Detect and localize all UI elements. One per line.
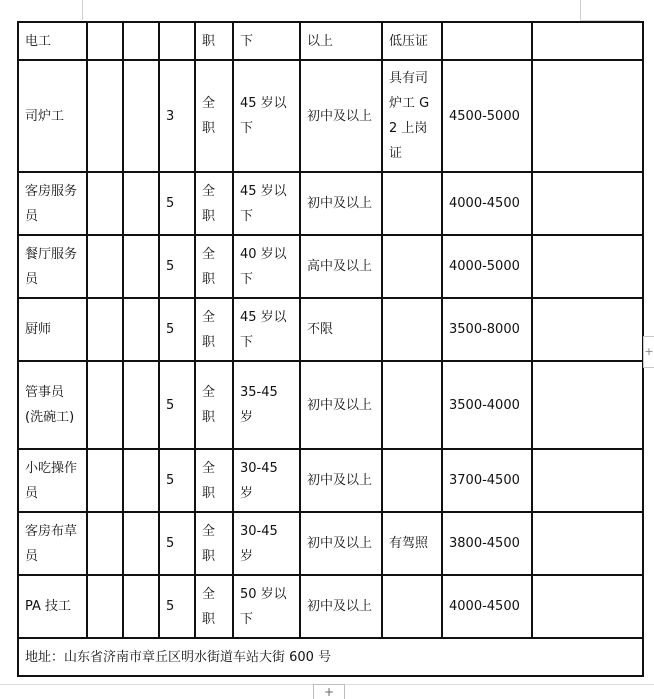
education-cell: 初中及以上 bbox=[300, 512, 382, 575]
table-row bbox=[18, 512, 643, 575]
age-cell: 35-45 岁 bbox=[233, 361, 300, 449]
table-row bbox=[18, 60, 643, 172]
blank-cell bbox=[532, 361, 643, 449]
salary-cell: 3700-4500 bbox=[442, 449, 532, 512]
age-cell: 45 岁以下 bbox=[233, 172, 300, 235]
position-cell: 电工 bbox=[18, 22, 87, 60]
table-row bbox=[18, 22, 643, 60]
employment-type-cell: 全职 bbox=[195, 172, 233, 235]
requirement-cell bbox=[382, 235, 442, 298]
blank-cell bbox=[87, 512, 123, 575]
education-cell: 高中及以上 bbox=[300, 235, 382, 298]
education-cell: 以上 bbox=[300, 22, 382, 60]
count-cell: 3 bbox=[159, 60, 195, 172]
education-cell: 初中及以上 bbox=[300, 172, 382, 235]
blank-cell bbox=[87, 60, 123, 172]
salary-cell: 4500-5000 bbox=[442, 60, 532, 172]
requirement-cell bbox=[382, 172, 442, 235]
address-row bbox=[18, 638, 643, 676]
blank-cell bbox=[123, 235, 159, 298]
position-cell: PA 技工 bbox=[18, 575, 87, 638]
position-cell: 管事员(洗碗工) bbox=[18, 361, 87, 449]
requirement-cell bbox=[382, 298, 442, 361]
position-cell: 客房服务员 bbox=[18, 172, 87, 235]
count-cell: 5 bbox=[159, 512, 195, 575]
table-row bbox=[18, 575, 643, 638]
blank-cell bbox=[123, 22, 159, 60]
blank-cell bbox=[123, 60, 159, 172]
blank-cell bbox=[87, 449, 123, 512]
salary-cell: 4000-4500 bbox=[442, 575, 532, 638]
position-cell: 客房布草员 bbox=[18, 512, 87, 575]
position-cell: 小吃操作员 bbox=[18, 449, 87, 512]
blank-cell bbox=[87, 298, 123, 361]
blank-cell bbox=[87, 172, 123, 235]
blank-cell bbox=[532, 298, 643, 361]
table-row bbox=[18, 449, 643, 512]
requirement-cell bbox=[382, 361, 442, 449]
count-cell: 5 bbox=[159, 172, 195, 235]
blank-cell bbox=[532, 512, 643, 575]
employment-type-cell: 职 bbox=[195, 22, 233, 60]
blank-cell bbox=[87, 235, 123, 298]
blank-cell bbox=[123, 512, 159, 575]
age-cell: 50 岁以下 bbox=[233, 575, 300, 638]
blank-cell bbox=[87, 22, 123, 60]
table-row bbox=[18, 298, 643, 361]
employment-type-cell: 全职 bbox=[195, 361, 233, 449]
page-edge-marker bbox=[82, 0, 83, 20]
blank-cell bbox=[87, 575, 123, 638]
requirement-cell: 低压证 bbox=[382, 22, 442, 60]
age-cell: 45 岁以下 bbox=[233, 60, 300, 172]
blank-cell bbox=[123, 298, 159, 361]
blank-cell bbox=[123, 361, 159, 449]
salary-cell: 3500-8000 bbox=[442, 298, 532, 361]
count-cell: 5 bbox=[159, 449, 195, 512]
blank-cell bbox=[123, 575, 159, 638]
blank-cell bbox=[123, 449, 159, 512]
position-cell: 餐厅服务员 bbox=[18, 235, 87, 298]
count-cell: 5 bbox=[159, 575, 195, 638]
employment-type-cell: 全职 bbox=[195, 60, 233, 172]
blank-cell bbox=[123, 172, 159, 235]
requirement-cell bbox=[382, 575, 442, 638]
salary-cell bbox=[442, 22, 532, 60]
count-cell: 5 bbox=[159, 235, 195, 298]
blank-cell bbox=[532, 235, 643, 298]
count-cell: 5 bbox=[159, 298, 195, 361]
requirement-cell bbox=[382, 449, 442, 512]
employment-type-cell: 全职 bbox=[195, 512, 233, 575]
position-cell: 司炉工 bbox=[18, 60, 87, 172]
blank-cell bbox=[532, 575, 643, 638]
blank-cell bbox=[87, 361, 123, 449]
position-cell: 厨师 bbox=[18, 298, 87, 361]
age-cell: 30-45 岁 bbox=[233, 512, 300, 575]
education-cell: 初中及以上 bbox=[300, 60, 382, 172]
age-cell: 40 岁以下 bbox=[233, 235, 300, 298]
count-cell bbox=[159, 22, 195, 60]
salary-cell: 4000-5000 bbox=[442, 235, 532, 298]
recruitment-table bbox=[17, 21, 644, 677]
education-cell: 初中及以上 bbox=[300, 361, 382, 449]
education-cell: 不限 bbox=[300, 298, 382, 361]
table-row bbox=[18, 361, 643, 449]
table-row bbox=[18, 235, 643, 298]
blank-cell bbox=[532, 60, 643, 172]
employment-type-cell: 全职 bbox=[195, 298, 233, 361]
age-cell: 下 bbox=[233, 22, 300, 60]
age-cell: 30-45 岁 bbox=[233, 449, 300, 512]
blank-cell bbox=[532, 449, 643, 512]
count-cell: 5 bbox=[159, 361, 195, 449]
blank-cell bbox=[532, 22, 643, 60]
salary-cell: 3800-4500 bbox=[442, 512, 532, 575]
education-cell: 初中及以上 bbox=[300, 575, 382, 638]
employment-type-cell: 全职 bbox=[195, 449, 233, 512]
salary-cell: 3500-4000 bbox=[442, 361, 532, 449]
employment-type-cell: 全职 bbox=[195, 235, 233, 298]
add-row-button[interactable]: + bbox=[313, 684, 345, 699]
page-edge-marker bbox=[580, 0, 581, 20]
age-cell: 45 岁以下 bbox=[233, 298, 300, 361]
requirement-cell: 有驾照 bbox=[382, 512, 442, 575]
requirement-cell: 具有司炉工 G2 上岗证 bbox=[382, 60, 442, 172]
salary-cell: 4000-4500 bbox=[442, 172, 532, 235]
education-cell: 初中及以上 bbox=[300, 449, 382, 512]
address-cell: 地址：山东省济南市章丘区明水街道车站大街 600 号 bbox=[18, 638, 643, 676]
table-row bbox=[18, 172, 643, 235]
blank-cell bbox=[532, 172, 643, 235]
table-edge-handle[interactable]: + bbox=[643, 336, 654, 368]
employment-type-cell: 全职 bbox=[195, 575, 233, 638]
